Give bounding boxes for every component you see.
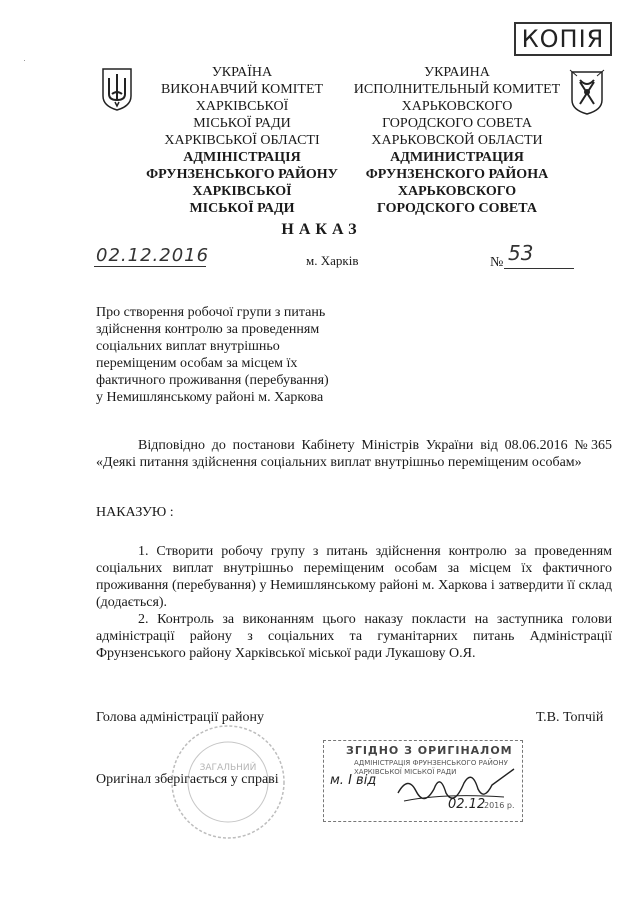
header-ukrainian <box>132 64 352 217</box>
header-bold-line: АДМИНИСТРАЦИЯ <box>390 150 524 165</box>
header-line: ВИКОНАВЧИЙ КОМІТЕТ <box>160 82 324 97</box>
header-line: ХАРЬКОВСКОЙ ОБЛАСТИ <box>371 133 543 148</box>
cert-stamp-line: АДМІНІСТРАЦІЯ ФРУНЗЕНСЬКОГО РАЙОНУ <box>354 759 508 767</box>
cert-handwritten-date: 02.12 <box>448 797 486 812</box>
kharkiv-coat-of-arms-icon <box>568 68 606 116</box>
scan-speck <box>24 60 25 61</box>
header-bold-line: МІСЬКОЇ РАДИ <box>189 201 295 216</box>
cert-handwritten-note: м. I вiд <box>330 773 377 788</box>
header-bold-line: ХАРКІВСЬКОЇ <box>192 184 292 199</box>
cert-stamp-line: ХАРКІВСЬКОЇ МІСЬКОЇ РАДИ <box>354 768 457 776</box>
legal-basis-paragraph: Відповідно до постанови Кабінету Міністрів України від 08.06.2016 №365 «Деякі питання здійснення соціальних виплат внутрішньо переміщеним особам» <box>96 438 612 470</box>
subject-line: переміщеним особам за місцем їх <box>96 356 298 371</box>
subject-line: Про створення робочої групи з питань <box>96 305 326 320</box>
document-title: НАКАЗ <box>281 221 362 238</box>
header-line: ХАРКІВСЬКОЇ <box>195 99 289 114</box>
date-underline <box>94 266 206 267</box>
order-subject <box>96 304 376 406</box>
cert-year: 2016 р. <box>484 801 515 810</box>
order-point-2: 2. Контроль за виконанням цього наказу покласти на заступника голови адміністрації району з соціальних та гуманітарних питань Адміністрації Фрунзенського району Харківської міської ради Лукашову О.Я. <box>96 612 612 661</box>
original-location-note: Оригінал зберігається у справі <box>96 772 279 787</box>
city-label: м. Харків <box>306 253 359 268</box>
header-line: ИСПОЛНИТЕЛЬНЫЙ КОМИТЕТ <box>353 82 561 97</box>
handwritten-number: 53 <box>508 241 534 265</box>
subject-line: у Немишлянському районі м. Харкова <box>96 390 324 405</box>
seal-text: ЗАГАЛЬНИЙ <box>199 763 257 773</box>
header-line: ХАРКІВСЬКОЇ ОБЛАСТІ <box>164 133 320 148</box>
header-line: УКРАЇНА <box>211 65 273 80</box>
header-russian <box>352 64 562 217</box>
header-bold-line: ХАРЬКОВСКОГО <box>397 184 517 199</box>
number-label: № <box>490 255 504 270</box>
cert-stamp-title: ЗГІДНО З ОРИГІНАЛОМ <box>346 744 513 757</box>
header-line: МІСЬКОЇ РАДИ <box>193 116 291 131</box>
subject-line: фактичного проживання (перебування) <box>96 373 329 388</box>
header-line: ХАРЬКОВСКОГО <box>401 99 513 114</box>
header-bold-line: ФРУНЗЕНСКОГО РАЙОНА <box>365 167 549 182</box>
handwritten-date: 02.12.2016 <box>96 245 210 266</box>
signatory-name: Т.В. Топчій <box>536 710 604 725</box>
copy-stamp: КОПІЯ <box>514 22 612 56</box>
order-point-1: 1. Створити робочу групу з питань здійснення контролю за проведенням соціальних виплат внутрішньо переміщеним особам за місцем їх фактичного проживання (перебування) у Немишлянському районі м. Харкова і затвердити її склад (додається). <box>96 544 612 610</box>
subject-line: здійснення контролю за проведенням <box>96 322 320 337</box>
signatory-position: Голова адміністрації району <box>96 710 264 725</box>
header-bold-line: АДМІНІСТРАЦІЯ <box>183 150 301 165</box>
header-bold-line: ФРУНЗЕНСЬКОГО РАЙОНУ <box>146 167 338 182</box>
header-line: УКРАИНА <box>424 65 490 80</box>
header-line: ГОРОДСКОГО СОВЕТА <box>382 116 532 131</box>
subject-line: соціальних виплат внутрішньо <box>96 339 280 354</box>
trident-emblem-icon <box>100 66 134 112</box>
order-heading: НАКАЗУЮ : <box>96 505 174 520</box>
header-bold-line: ГОРОДСКОГО СОВЕТА <box>377 201 537 216</box>
certified-copy-stamp <box>323 740 523 822</box>
number-underline <box>504 268 574 269</box>
